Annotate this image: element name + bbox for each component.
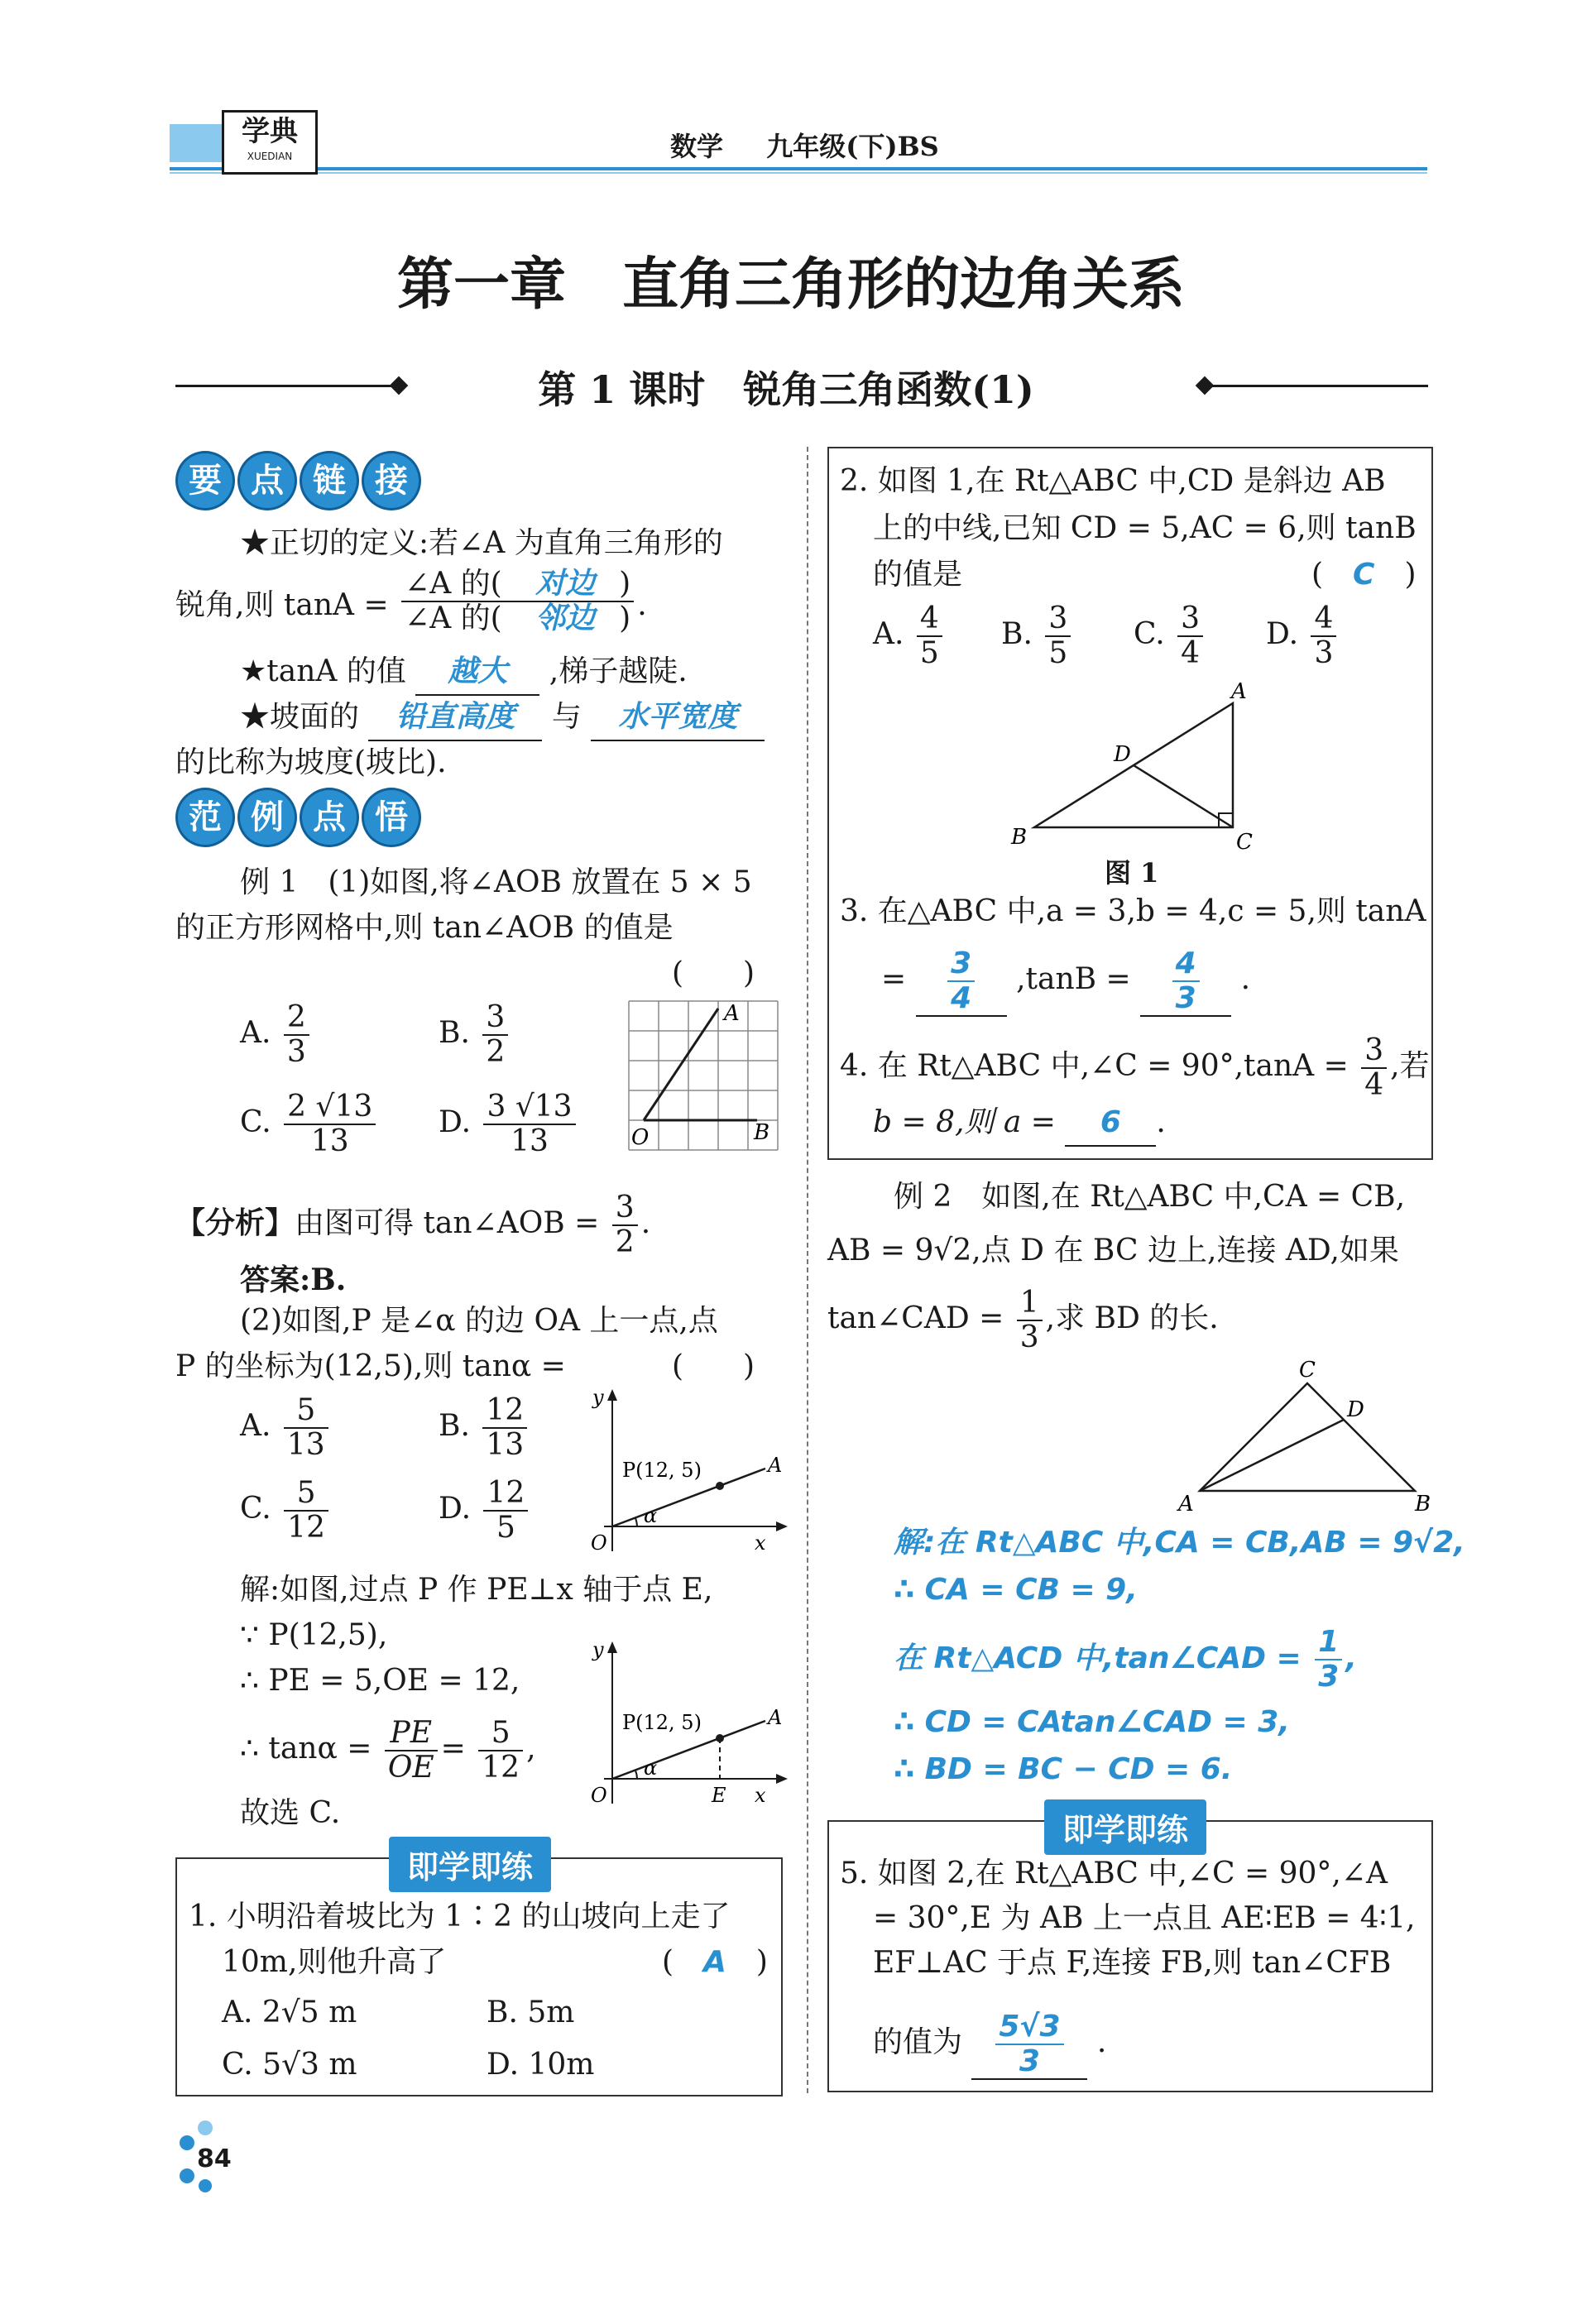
badge-6: 例: [240, 790, 295, 845]
badge-8: 悟: [364, 790, 419, 845]
ex1b-line2: P 的坐标为(12,5),则 tanα =: [175, 1349, 566, 1383]
ex1b-option-a-label: A.: [240, 1409, 271, 1443]
q2-option-c-num: 3: [1177, 602, 1203, 637]
figure-1: [1001, 678, 1274, 856]
angle-arc: [635, 1518, 637, 1526]
q3-eq: =: [881, 962, 907, 996]
q3-line2: [881, 947, 1250, 1017]
slope-answer-1: 铅直高度: [368, 695, 542, 741]
slope-prefix: ★坡面的: [240, 700, 360, 734]
ex1b-paren: ( ): [672, 1349, 755, 1383]
ex1b-option-b-label: B.: [439, 1409, 470, 1443]
sol-tan-prefix: ∴ tanα =: [240, 1732, 372, 1766]
analysis-text: 由图可得 tan∠AOB =: [295, 1206, 600, 1240]
q4-line1: [840, 1034, 1430, 1102]
fig1-label-a: A: [1231, 679, 1247, 704]
q2-line2: 上的中线,已知 CD = 5,AC = 6,则 tanB: [873, 511, 1417, 545]
q1-option-a: A. 2√5 m: [222, 1996, 357, 2029]
q1-option-b: B. 5m: [487, 1996, 575, 2029]
q1-answer: A: [703, 1945, 726, 1979]
q3-blank-2: [1140, 947, 1231, 1017]
q2-option-c-den: 4: [1181, 636, 1201, 670]
ex1-option-c-num: 2 √13: [284, 1090, 376, 1125]
q5-line4: [873, 2010, 1106, 2080]
practice-left-tag: 即学即练: [389, 1837, 551, 1892]
q2-answer: C: [1353, 558, 1375, 592]
tan-def-line2: 锐角,则 tanA = $\frac{\text{∠A 的( 对边 )}}{\text{∠A 的( 邻边 )}}$ .: [175, 567, 647, 635]
ex1-line1: 例 1 (1)如图,将∠AOB 放置在 5 × 5: [240, 865, 752, 899]
ex1b-option-a: [240, 1394, 332, 1462]
tan-den-label: ∠A 的(: [405, 601, 502, 635]
ex1b-option-b: [439, 1394, 530, 1462]
coord2-label-y: y: [592, 1638, 604, 1661]
ex2-label-c: C: [1299, 1358, 1316, 1382]
sol-frac2-num: 5: [478, 1717, 523, 1751]
ex1b-option-c-label: C.: [240, 1492, 271, 1526]
coord-label-x: x: [755, 1531, 766, 1555]
coord2-label-x: x: [755, 1784, 766, 1807]
tan-def-line1: ★正切的定义:若∠A 为直角三角形的: [240, 526, 723, 560]
solution-line-2: ∵ P(12,5),: [240, 1618, 388, 1652]
q2-option-b-label: B.: [1001, 617, 1033, 651]
ex2-sol-line1: 解:在 Rt△ABC 中,CA = CB,AB = 9√2,: [894, 1526, 1465, 1560]
slope-answer-2: 水平宽度: [591, 695, 765, 741]
ex1b-option-d-label: D.: [439, 1492, 472, 1526]
ex1-option-a: [240, 1001, 313, 1069]
q5-line2: = 30°,E 为 AB 上一点且 AE∶EB = 4∶1,: [873, 1901, 1416, 1935]
ex2-sol3-prefix: 在 Rt△ACD 中,tan∠CAD =: [894, 1641, 1302, 1675]
badge-4: 接: [364, 453, 419, 508]
q2-option-b-den: 5: [1048, 636, 1068, 670]
ex1b-option-d: [439, 1477, 531, 1545]
q2-line3: 的值是: [873, 558, 963, 592]
ex1b-option-b-den: 13: [486, 1428, 525, 1462]
tan-num-answer: 对边: [535, 567, 596, 601]
logo-sub: XUEDIAN: [247, 151, 293, 162]
ex1-option-d-num: 3 √13: [483, 1090, 575, 1125]
x-axis-arrow-2: [776, 1774, 788, 1784]
tan-value-suffix: ,梯子越陡.: [549, 654, 688, 688]
analysis-num: 3: [612, 1191, 638, 1226]
ex2-sol3-num: 1: [1315, 1626, 1342, 1660]
q4-line1-end: ,若: [1390, 1049, 1430, 1083]
q2-answer-paren: ( C ): [1311, 558, 1417, 592]
ex1b-option-d-num: 12: [483, 1477, 528, 1512]
q4-frac-num: 3: [1361, 1034, 1387, 1069]
ex2-sol-line5: ∴ BD = BC − CD = 6.: [894, 1752, 1233, 1786]
lesson-title: 第 1 课时 锐角三角函数(1): [538, 367, 1034, 412]
ex1b-option-b-num: 12: [482, 1394, 527, 1429]
analysis-line: 【分析】由图可得 tan∠AOB = $\frac{3}{2}$ .: [175, 1191, 651, 1259]
fig1-label-d: D: [1114, 742, 1131, 767]
q2-line1: 2. 如图 1,在 Rt△ABC 中,CD 是斜边 AB: [840, 464, 1386, 498]
solution-line-3: ∴ PE = 5,OE = 12,: [240, 1664, 520, 1698]
q2-option-d: [1266, 602, 1340, 670]
column-divider: [807, 447, 808, 2093]
q2-option-a: [873, 602, 946, 670]
q3-end: .: [1240, 962, 1251, 996]
header-grade: 九年级(下)BS: [766, 131, 939, 162]
tan-def-numerator: ∠A 的( 对边 ): [401, 568, 634, 602]
q2-option-c-label: C.: [1134, 617, 1165, 651]
q2-option-a-num: 4: [917, 602, 942, 637]
lesson-rule-right: [1205, 385, 1428, 387]
header-line-thin: [170, 172, 1427, 174]
lesson-rule-left: [175, 385, 399, 387]
q5-ans-num: 5√3: [995, 2010, 1063, 2045]
chapter-title: 第一章 直角三角形的边角关系: [396, 252, 1185, 318]
slope-line2: 的比称为坡度(坡比).: [175, 745, 447, 779]
grid-figure: [625, 997, 790, 1154]
ex2-label-d: D: [1347, 1397, 1364, 1422]
q5-end: .: [1096, 2025, 1107, 2059]
logo-text: 学典: [242, 115, 298, 148]
badge-3: 链: [302, 453, 357, 508]
q2-option-d-label: D.: [1266, 617, 1299, 651]
q5-line3: EF⊥AC 于点 F,连接 FB,则 tan∠CFB: [873, 1946, 1392, 1980]
coord2-label-e: E: [712, 1784, 726, 1807]
q1-option-c: C. 5√3 m: [222, 2048, 357, 2082]
ex1-option-c-label: C.: [240, 1105, 271, 1139]
practice-right-tag: 即学即练: [1044, 1799, 1206, 1855]
lesson-rule-left-diamond: [390, 376, 409, 395]
tan-den-answer: 邻边: [535, 601, 596, 635]
ex2-line3-prefix: tan∠CAD =: [827, 1301, 1004, 1335]
coord-label-o: O: [591, 1531, 607, 1555]
ex2-line3: [827, 1287, 1219, 1354]
example2-figure: [1175, 1357, 1440, 1514]
header-subject: [670, 124, 939, 169]
q5-ans-den: 3: [1019, 2044, 1040, 2078]
sol-frac1-den: OE: [387, 1751, 434, 1785]
fig1-label-c: C: [1236, 830, 1253, 855]
ex1-option-a-num: 2: [284, 1001, 309, 1036]
q4-line2: [873, 1100, 1166, 1147]
ex2-line3-end: ,求 BD 的长.: [1045, 1301, 1219, 1335]
sol-frac1-num: PE: [385, 1717, 438, 1751]
tan-value-line: [240, 649, 688, 696]
ex1b-option-c-den: 12: [287, 1511, 325, 1545]
q3-ans1-num: 3: [947, 947, 975, 982]
coord-label-a: A: [768, 1454, 783, 1477]
ex1-option-b-label: B.: [439, 1016, 470, 1050]
ex1-line2: 的正方形网格中,则 tan∠AOB 的值是: [175, 911, 674, 945]
q2-option-b-num: 3: [1045, 602, 1071, 637]
tan-num-label: ∠A 的(: [405, 567, 502, 601]
tan-def-fraction: [401, 568, 634, 635]
q3-blank-1: [916, 947, 1007, 1017]
q4-answer: 6: [1065, 1100, 1156, 1147]
q3-ans2-num: 4: [1172, 947, 1200, 982]
point-p: [716, 1482, 724, 1490]
ex1-option-a-label: A.: [240, 1016, 271, 1050]
q4-end: .: [1156, 1105, 1166, 1139]
tan-value-answer: 越大: [415, 649, 539, 696]
q1-answer-paren: ( A ): [662, 1945, 768, 1979]
ex2-line1: 例 2 如图,在 Rt△ABC 中,CA = CB,: [894, 1180, 1406, 1214]
ex2-sol-line2: ∴ CA = CB = 9,: [894, 1573, 1138, 1607]
q2-option-a-label: A.: [873, 617, 904, 651]
tan-def-denominator: ∠A 的( 邻边 ): [405, 601, 631, 635]
q4-line2-text: b = 8,则 a =: [873, 1105, 1056, 1139]
grid-label-a: A: [724, 1001, 740, 1026]
x-axis-arrow: [776, 1521, 788, 1531]
ex1b-option-c-num: 5: [284, 1477, 328, 1512]
q1-option-d: D. 10m: [487, 2048, 595, 2082]
ex2-sol-line4: ∴ CD = CAtan∠CAD = 3,: [894, 1705, 1290, 1739]
ex1-option-c-den: 13: [310, 1124, 349, 1158]
q2-option-a-den: 5: [919, 636, 939, 670]
badge-5: 范: [178, 790, 233, 845]
q4-line1-text: 4. 在 Rt△ABC 中,∠C = 90°,tanA =: [840, 1049, 1349, 1083]
grid-label-b: B: [754, 1120, 770, 1145]
ex1-option-b: [439, 1001, 511, 1069]
q3-mid: ,tanB =: [1016, 962, 1131, 996]
answer-line: 答案:B.: [240, 1263, 347, 1297]
coord2-label-o: O: [591, 1784, 607, 1807]
ex1b-option-c: [240, 1477, 332, 1545]
ex1-option-b-num: 3: [482, 1001, 508, 1036]
ex1-option-c: [240, 1090, 379, 1158]
badge-1: 要: [178, 453, 233, 508]
ex1-option-b-den: 2: [486, 1035, 506, 1069]
ex1-paren: ( ): [672, 956, 755, 990]
analysis-den: 2: [615, 1225, 635, 1259]
ex2-sol3-end: ,: [1345, 1641, 1357, 1675]
solution-line-1: 解:如图,过点 P 作 PE⊥x 轴于点 E,: [240, 1573, 713, 1607]
q3-ans1-den: 4: [951, 981, 972, 1015]
q4-frac-den: 4: [1364, 1068, 1384, 1102]
q2-option-b: [1001, 602, 1074, 670]
angle-arc-2: [635, 1771, 637, 1779]
header-subject-label: 数学: [670, 131, 724, 162]
ex1b-option-a-den: 13: [286, 1428, 325, 1462]
fig1-caption: 图 1: [1105, 857, 1159, 889]
coord-figure-1: [579, 1386, 794, 1560]
ex2-label-a: A: [1178, 1492, 1194, 1514]
slope-line: [240, 695, 765, 741]
coord2-label-a: A: [768, 1706, 783, 1729]
coord2-label-alpha: α: [644, 1756, 658, 1780]
coord-label-p: P(12, 5): [622, 1459, 702, 1482]
ex1b-option-d-den: 5: [496, 1511, 515, 1545]
q2-option-d-num: 4: [1311, 602, 1336, 637]
badge-2: 点: [240, 453, 295, 508]
q3-ans2-den: 3: [1175, 981, 1196, 1015]
fig1-label-b: B: [1011, 825, 1028, 850]
y-axis-arrow: [607, 1389, 617, 1401]
q1-line2-text: 10m,则他升高了: [222, 1945, 447, 1979]
page-number: 84: [197, 2144, 232, 2173]
tan-def-label: 锐角,则 tanA =: [175, 588, 389, 622]
ex1-option-d-label: D.: [439, 1105, 472, 1139]
ex2-line3-den: 3: [1019, 1320, 1039, 1354]
ex1-option-a-den: 3: [286, 1035, 306, 1069]
analysis-tag: 【分析】: [175, 1205, 295, 1240]
ex1b-line1: (2)如图,P 是∠α 的边 OA 上一点,点: [240, 1304, 718, 1338]
segment-ad: [1200, 1420, 1344, 1491]
slope-mid: 与: [551, 700, 582, 734]
coord2-label-p: P(12, 5): [622, 1711, 702, 1734]
y-axis-arrow-2: [607, 1641, 617, 1653]
q3-line1: 3. 在△ABC 中,a = 3,b = 4,c = 5,则 tanA: [840, 894, 1426, 928]
q5-line4-text: 的值为: [873, 2025, 963, 2059]
q5-blank: [971, 2010, 1087, 2080]
coord-label-y: y: [592, 1386, 604, 1409]
q1-line2: [222, 1940, 446, 1985]
ex2-sol-line3: [894, 1626, 1357, 1694]
sol-frac2-den: 12: [482, 1751, 520, 1785]
tan-value-prefix: ★tanA 的值: [240, 654, 406, 688]
badge-7: 点: [302, 790, 357, 845]
ex2-label-b: B: [1415, 1492, 1431, 1514]
logo: [222, 110, 318, 175]
q1-line1: 1. 小明沿着坡比为 1∶2 的山坡向上走了: [189, 1900, 731, 1933]
ray-oa: [644, 1009, 718, 1120]
ex2-line3-num: 1: [1017, 1287, 1043, 1321]
ex2-sol3-den: 3: [1318, 1660, 1340, 1694]
q5-line1: 5. 如图 2,在 Rt△ABC 中,∠C = 90°,∠A: [840, 1857, 1388, 1890]
ex1-option-d: [439, 1090, 579, 1158]
solution-tan-line: ∴ tanα = $\frac{PE}{OE}$ = $\frac{5}{12}$ ,: [240, 1716, 536, 1785]
q2-option-c: [1134, 602, 1206, 670]
coord-label-alpha: α: [644, 1504, 658, 1527]
ex2-line2: AB = 9√2,点 D 在 BC 边上,连接 AD,如果: [827, 1234, 1399, 1267]
coord-figure-2: [579, 1638, 794, 1812]
solution-end: 故选 C.: [240, 1796, 341, 1830]
q2-option-d-den: 3: [1314, 636, 1334, 670]
grid-label-o: O: [631, 1125, 650, 1150]
ex1-option-d-den: 13: [511, 1124, 549, 1158]
ex1b-option-a-num: 5: [284, 1394, 328, 1429]
